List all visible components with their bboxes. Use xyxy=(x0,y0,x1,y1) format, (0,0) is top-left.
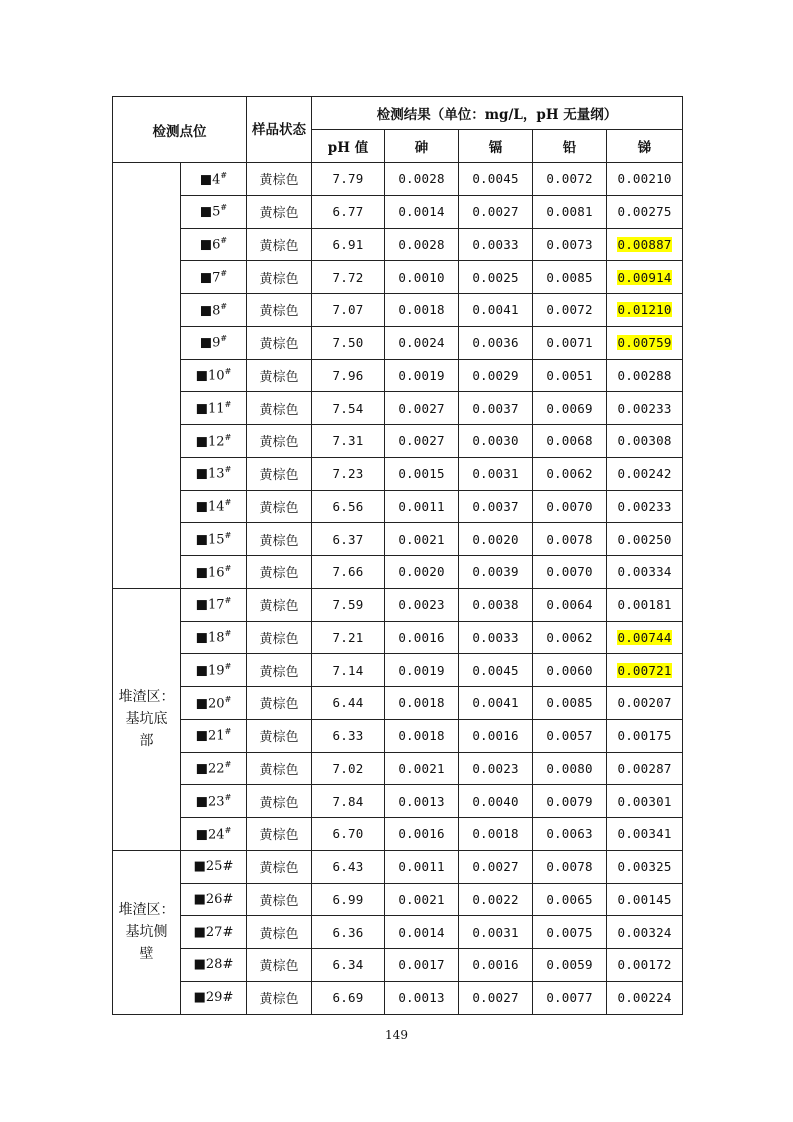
sample-state: 黄棕色 xyxy=(247,818,312,851)
point-id-text: ■11 xyxy=(195,401,225,417)
antimony-value xyxy=(607,523,683,556)
antimony-value xyxy=(607,294,683,327)
ph-value: 7.59 xyxy=(312,588,385,621)
point-id xyxy=(181,425,247,458)
point-id-text: ■7 xyxy=(199,270,221,286)
point-id xyxy=(181,195,247,228)
point-id-text: ■25 xyxy=(193,859,223,875)
point-id xyxy=(181,752,247,785)
antimony-value xyxy=(607,785,683,818)
cadmium-value: 0.0029 xyxy=(459,359,533,392)
point-id-text: ■12 xyxy=(195,434,225,450)
cadmium-value: 0.0020 xyxy=(459,523,533,556)
table-row xyxy=(113,621,683,654)
point-id xyxy=(181,588,247,621)
cadmium-value: 0.0027 xyxy=(459,850,533,883)
point-id-text: ■23 xyxy=(195,794,225,810)
antimony-value-text: 0.00145 xyxy=(617,891,672,907)
lead-value: 0.0080 xyxy=(533,752,607,785)
antimony-value-text: 0.00242 xyxy=(617,466,672,482)
table-row xyxy=(113,523,683,556)
lead-value: 0.0071 xyxy=(533,326,607,359)
point-id-mark: # xyxy=(220,301,228,311)
point-id-mark: # xyxy=(224,465,232,475)
antimony-value xyxy=(607,818,683,851)
point-id-text: ■14 xyxy=(195,499,225,515)
ph-value: 6.36 xyxy=(312,916,385,949)
ph-value: 7.02 xyxy=(312,752,385,785)
cadmium-value: 0.0036 xyxy=(459,326,533,359)
antimony-value-text: 0.00181 xyxy=(617,597,672,613)
lead-value: 0.0079 xyxy=(533,785,607,818)
table-row xyxy=(113,490,683,523)
arsenic-value: 0.0028 xyxy=(385,228,459,261)
header-results: 检测结果（单位：mg/L，pH 无量纲） xyxy=(312,97,683,130)
arsenic-value: 0.0013 xyxy=(385,981,459,1014)
point-id-mark: # xyxy=(224,367,232,377)
arsenic-value: 0.0023 xyxy=(385,588,459,621)
point-id-mark: # xyxy=(224,498,232,508)
point-id-mark: # xyxy=(224,694,232,704)
antimony-value xyxy=(607,359,683,392)
arsenic-value: 0.0027 xyxy=(385,425,459,458)
point-id xyxy=(181,949,247,982)
arsenic-value: 0.0018 xyxy=(385,719,459,752)
sample-state: 黄棕色 xyxy=(247,556,312,589)
cadmium-value: 0.0030 xyxy=(459,425,533,458)
antimony-value xyxy=(607,981,683,1014)
antimony-value xyxy=(607,719,683,752)
results-table xyxy=(112,96,683,1015)
point-id-mark: # xyxy=(220,268,228,278)
point-id xyxy=(181,883,247,916)
lead-value: 0.0072 xyxy=(533,163,607,196)
sample-state: 黄棕色 xyxy=(247,719,312,752)
point-id-mark: # xyxy=(222,957,234,973)
point-id-text: ■26 xyxy=(193,891,223,907)
ph-value: 6.43 xyxy=(312,850,385,883)
cadmium-value: 0.0033 xyxy=(459,228,533,261)
point-id-mark: # xyxy=(224,629,232,639)
sample-state: 黄棕色 xyxy=(247,392,312,425)
arsenic-value: 0.0018 xyxy=(385,687,459,720)
point-id xyxy=(181,654,247,687)
antimony-value xyxy=(607,556,683,589)
cadmium-value: 0.0040 xyxy=(459,785,533,818)
lead-value: 0.0075 xyxy=(533,916,607,949)
ph-value: 6.99 xyxy=(312,883,385,916)
point-id-mark: # xyxy=(224,792,232,802)
point-id-text: ■29 xyxy=(193,990,223,1006)
antimony-value-text: 0.00324 xyxy=(617,924,672,940)
cadmium-value: 0.0045 xyxy=(459,163,533,196)
antimony-value-text: 0.00887 xyxy=(617,236,672,252)
point-id-text: ■6 xyxy=(199,237,221,253)
point-id-mark: # xyxy=(224,727,232,737)
antimony-value xyxy=(607,425,683,458)
antimony-value-text: 0.00207 xyxy=(617,695,672,711)
point-id-text: ■15 xyxy=(195,532,225,548)
arsenic-value: 0.0021 xyxy=(385,883,459,916)
arsenic-value: 0.0018 xyxy=(385,294,459,327)
arsenic-value: 0.0021 xyxy=(385,523,459,556)
table-row xyxy=(113,883,683,916)
ph-value: 7.72 xyxy=(312,261,385,294)
lead-value: 0.0081 xyxy=(533,195,607,228)
point-id-mark: # xyxy=(220,170,228,180)
antimony-value-text: 0.00301 xyxy=(617,793,672,809)
sample-state: 黄棕色 xyxy=(247,687,312,720)
sample-state: 黄棕色 xyxy=(247,850,312,883)
sample-state: 黄棕色 xyxy=(247,261,312,294)
ph-value: 7.54 xyxy=(312,392,385,425)
sample-state: 黄棕色 xyxy=(247,883,312,916)
antimony-value xyxy=(607,850,683,883)
arsenic-value: 0.0020 xyxy=(385,556,459,589)
cadmium-value: 0.0031 xyxy=(459,916,533,949)
arsenic-value: 0.0019 xyxy=(385,359,459,392)
arsenic-value: 0.0019 xyxy=(385,654,459,687)
sample-state: 黄棕色 xyxy=(247,621,312,654)
lead-value: 0.0078 xyxy=(533,523,607,556)
antimony-value xyxy=(607,916,683,949)
lead-value: 0.0072 xyxy=(533,294,607,327)
arsenic-value: 0.0015 xyxy=(385,457,459,490)
sample-state: 黄棕色 xyxy=(247,457,312,490)
arsenic-value: 0.0014 xyxy=(385,195,459,228)
table-row xyxy=(113,261,683,294)
cadmium-value: 0.0018 xyxy=(459,818,533,851)
lead-value: 0.0068 xyxy=(533,425,607,458)
cadmium-value: 0.0033 xyxy=(459,621,533,654)
point-id-text: ■27 xyxy=(193,924,223,940)
lead-value: 0.0085 xyxy=(533,687,607,720)
antimony-value-text: 0.00744 xyxy=(617,629,672,645)
point-id xyxy=(181,359,247,392)
table-row xyxy=(113,654,683,687)
table-row xyxy=(113,163,683,196)
antimony-value-text: 0.00287 xyxy=(617,760,672,776)
antimony-value xyxy=(607,687,683,720)
antimony-value-text: 0.00914 xyxy=(617,269,672,285)
table-row xyxy=(113,195,683,228)
point-id xyxy=(181,392,247,425)
table-row xyxy=(113,326,683,359)
sample-state: 黄棕色 xyxy=(247,425,312,458)
lead-value: 0.0085 xyxy=(533,261,607,294)
antimony-value xyxy=(607,326,683,359)
header-ph: pH 值 xyxy=(312,130,385,163)
group-label: 堆渣区： 基坑底 部 xyxy=(113,588,181,850)
table-row xyxy=(113,588,683,621)
point-id-text: ■22 xyxy=(195,761,225,777)
point-id-mark: # xyxy=(220,203,228,213)
table-row xyxy=(113,392,683,425)
group-label xyxy=(113,163,181,589)
antimony-value-text: 0.00250 xyxy=(617,531,672,547)
sample-state: 黄棕色 xyxy=(247,785,312,818)
sample-state: 黄棕色 xyxy=(247,654,312,687)
antimony-value xyxy=(607,392,683,425)
table-row xyxy=(113,228,683,261)
table-row xyxy=(113,687,683,720)
point-id-text: ■19 xyxy=(195,663,225,679)
header-antimony: 锑 xyxy=(607,130,683,163)
point-id-text: ■16 xyxy=(195,565,225,581)
ph-value: 6.56 xyxy=(312,490,385,523)
point-id-text: ■10 xyxy=(195,368,225,384)
lead-value: 0.0073 xyxy=(533,228,607,261)
ph-value: 7.07 xyxy=(312,294,385,327)
lead-value: 0.0070 xyxy=(533,490,607,523)
cadmium-value: 0.0037 xyxy=(459,392,533,425)
antimony-value-text: 0.00224 xyxy=(617,990,672,1006)
point-id xyxy=(181,916,247,949)
lead-value: 0.0057 xyxy=(533,719,607,752)
antimony-value-text: 0.00325 xyxy=(617,859,672,875)
table-row xyxy=(113,916,683,949)
group-label: 堆渣区： 基坑侧 壁 xyxy=(113,850,181,1014)
point-id-mark: # xyxy=(224,530,232,540)
point-id-mark: # xyxy=(222,891,234,907)
arsenic-value: 0.0016 xyxy=(385,621,459,654)
point-id-text: ■13 xyxy=(195,466,225,482)
sample-state: 黄棕色 xyxy=(247,490,312,523)
point-id-mark: # xyxy=(224,399,232,409)
point-id-mark: # xyxy=(222,859,234,875)
sample-state: 黄棕色 xyxy=(247,195,312,228)
point-id-mark: # xyxy=(224,760,232,770)
point-id-mark: # xyxy=(224,661,232,671)
cadmium-value: 0.0022 xyxy=(459,883,533,916)
point-id-text: ■20 xyxy=(195,696,225,712)
point-id xyxy=(181,719,247,752)
point-id-mark: # xyxy=(222,924,234,940)
cadmium-value: 0.0038 xyxy=(459,588,533,621)
table-row xyxy=(113,818,683,851)
sample-state: 黄棕色 xyxy=(247,916,312,949)
antimony-value xyxy=(607,163,683,196)
antimony-value-text: 0.00759 xyxy=(617,335,672,351)
sample-state: 黄棕色 xyxy=(247,228,312,261)
ph-value: 7.96 xyxy=(312,359,385,392)
ph-value: 7.84 xyxy=(312,785,385,818)
point-id xyxy=(181,818,247,851)
table-row xyxy=(113,359,683,392)
lead-value: 0.0062 xyxy=(533,621,607,654)
arsenic-value: 0.0017 xyxy=(385,949,459,982)
point-id-mark: # xyxy=(224,563,232,573)
cadmium-value: 0.0016 xyxy=(459,949,533,982)
cadmium-value: 0.0016 xyxy=(459,719,533,752)
header-lead: 铅 xyxy=(533,130,607,163)
arsenic-value: 0.0010 xyxy=(385,261,459,294)
cadmium-value: 0.0025 xyxy=(459,261,533,294)
point-id-text: ■21 xyxy=(195,728,225,744)
antimony-value xyxy=(607,195,683,228)
arsenic-value: 0.0027 xyxy=(385,392,459,425)
arsenic-value: 0.0011 xyxy=(385,850,459,883)
lead-value: 0.0060 xyxy=(533,654,607,687)
antimony-value xyxy=(607,752,683,785)
header-arsenic: 砷 xyxy=(385,130,459,163)
ph-value: 6.33 xyxy=(312,719,385,752)
sample-state: 黄棕色 xyxy=(247,359,312,392)
antimony-value xyxy=(607,883,683,916)
arsenic-value: 0.0014 xyxy=(385,916,459,949)
point-id xyxy=(181,556,247,589)
lead-value: 0.0065 xyxy=(533,883,607,916)
antimony-value xyxy=(607,949,683,982)
ph-value: 7.66 xyxy=(312,556,385,589)
point-id xyxy=(181,981,247,1014)
cadmium-value: 0.0023 xyxy=(459,752,533,785)
antimony-value-text: 0.00334 xyxy=(617,564,672,580)
point-id xyxy=(181,326,247,359)
antimony-value-text: 0.00275 xyxy=(617,204,672,220)
ph-value: 7.14 xyxy=(312,654,385,687)
table-row xyxy=(113,981,683,1014)
point-id xyxy=(181,228,247,261)
point-id xyxy=(181,523,247,556)
cadmium-value: 0.0027 xyxy=(459,195,533,228)
antimony-value xyxy=(607,457,683,490)
lead-value: 0.0077 xyxy=(533,981,607,1014)
point-id xyxy=(181,621,247,654)
ph-value: 6.37 xyxy=(312,523,385,556)
point-id xyxy=(181,261,247,294)
table-row xyxy=(113,949,683,982)
point-id xyxy=(181,163,247,196)
ph-value: 7.31 xyxy=(312,425,385,458)
point-id-text: ■17 xyxy=(195,597,225,613)
cadmium-value: 0.0031 xyxy=(459,457,533,490)
table-row xyxy=(113,294,683,327)
cadmium-value: 0.0037 xyxy=(459,490,533,523)
point-id xyxy=(181,687,247,720)
lead-value: 0.0070 xyxy=(533,556,607,589)
sample-state: 黄棕色 xyxy=(247,523,312,556)
antimony-value-text: 0.00175 xyxy=(617,728,672,744)
antimony-value xyxy=(607,228,683,261)
table-row xyxy=(113,457,683,490)
point-id xyxy=(181,457,247,490)
table-row xyxy=(113,752,683,785)
lead-value: 0.0069 xyxy=(533,392,607,425)
ph-value: 6.44 xyxy=(312,687,385,720)
arsenic-value: 0.0016 xyxy=(385,818,459,851)
antimony-value-text: 0.00341 xyxy=(617,826,672,842)
antimony-value-text: 0.00210 xyxy=(617,171,672,187)
point-id-mark: # xyxy=(224,596,232,606)
ph-value: 6.70 xyxy=(312,818,385,851)
lead-value: 0.0059 xyxy=(533,949,607,982)
sample-state: 黄棕色 xyxy=(247,326,312,359)
ph-value: 7.50 xyxy=(312,326,385,359)
antimony-value-text: 0.00308 xyxy=(617,433,672,449)
arsenic-value: 0.0011 xyxy=(385,490,459,523)
antimony-value-text: 0.00721 xyxy=(617,662,672,678)
header-sample-state: 样品状态 xyxy=(247,97,312,163)
cadmium-value: 0.0039 xyxy=(459,556,533,589)
point-id xyxy=(181,850,247,883)
point-id-mark: # xyxy=(220,334,228,344)
lead-value: 0.0064 xyxy=(533,588,607,621)
lead-value: 0.0078 xyxy=(533,850,607,883)
antimony-value-text: 0.00233 xyxy=(617,400,672,416)
point-id xyxy=(181,785,247,818)
sample-state: 黄棕色 xyxy=(247,588,312,621)
arsenic-value: 0.0024 xyxy=(385,326,459,359)
antimony-value xyxy=(607,490,683,523)
point-id-text: ■18 xyxy=(195,630,225,646)
header-cadmium: 镉 xyxy=(459,130,533,163)
antimony-value-text: 0.00233 xyxy=(617,498,672,514)
point-id-mark: # xyxy=(224,825,232,835)
lead-value: 0.0063 xyxy=(533,818,607,851)
sample-state: 黄棕色 xyxy=(247,163,312,196)
ph-value: 6.69 xyxy=(312,981,385,1014)
point-id-text: ■8 xyxy=(199,303,221,319)
ph-value: 6.77 xyxy=(312,195,385,228)
arsenic-value: 0.0013 xyxy=(385,785,459,818)
table-row xyxy=(113,425,683,458)
antimony-value xyxy=(607,261,683,294)
sample-state: 黄棕色 xyxy=(247,981,312,1014)
point-id-text: ■5 xyxy=(199,204,221,220)
cadmium-value: 0.0027 xyxy=(459,981,533,1014)
ph-value: 6.91 xyxy=(312,228,385,261)
antimony-value-text: 0.00172 xyxy=(617,957,672,973)
table-row xyxy=(113,556,683,589)
ph-value: 6.34 xyxy=(312,949,385,982)
table-row xyxy=(113,850,683,883)
antimony-value-text: 0.00288 xyxy=(617,367,672,383)
point-id-text: ■4 xyxy=(199,172,221,188)
arsenic-value: 0.0028 xyxy=(385,163,459,196)
cadmium-value: 0.0045 xyxy=(459,654,533,687)
antimony-value-text: 0.01210 xyxy=(617,302,672,318)
point-id-text: ■28 xyxy=(193,957,223,973)
point-id-mark: # xyxy=(220,236,228,246)
page-number: 149 xyxy=(385,1028,408,1042)
point-id-mark: # xyxy=(222,990,234,1006)
ph-value: 7.21 xyxy=(312,621,385,654)
lead-value: 0.0062 xyxy=(533,457,607,490)
point-id xyxy=(181,294,247,327)
sample-state: 黄棕色 xyxy=(247,949,312,982)
cadmium-value: 0.0041 xyxy=(459,294,533,327)
cadmium-value: 0.0041 xyxy=(459,687,533,720)
antimony-value xyxy=(607,588,683,621)
antimony-value xyxy=(607,654,683,687)
point-id-text: ■24 xyxy=(195,827,225,843)
table-row xyxy=(113,719,683,752)
point-id-text: ■9 xyxy=(199,335,221,351)
table-row xyxy=(113,785,683,818)
point-id xyxy=(181,490,247,523)
sample-state: 黄棕色 xyxy=(247,294,312,327)
header-location: 检测点位 xyxy=(113,97,247,163)
point-id-mark: # xyxy=(224,432,232,442)
sample-state: 黄棕色 xyxy=(247,752,312,785)
lead-value: 0.0051 xyxy=(533,359,607,392)
antimony-value xyxy=(607,621,683,654)
ph-value: 7.79 xyxy=(312,163,385,196)
ph-value: 7.23 xyxy=(312,457,385,490)
arsenic-value: 0.0021 xyxy=(385,752,459,785)
